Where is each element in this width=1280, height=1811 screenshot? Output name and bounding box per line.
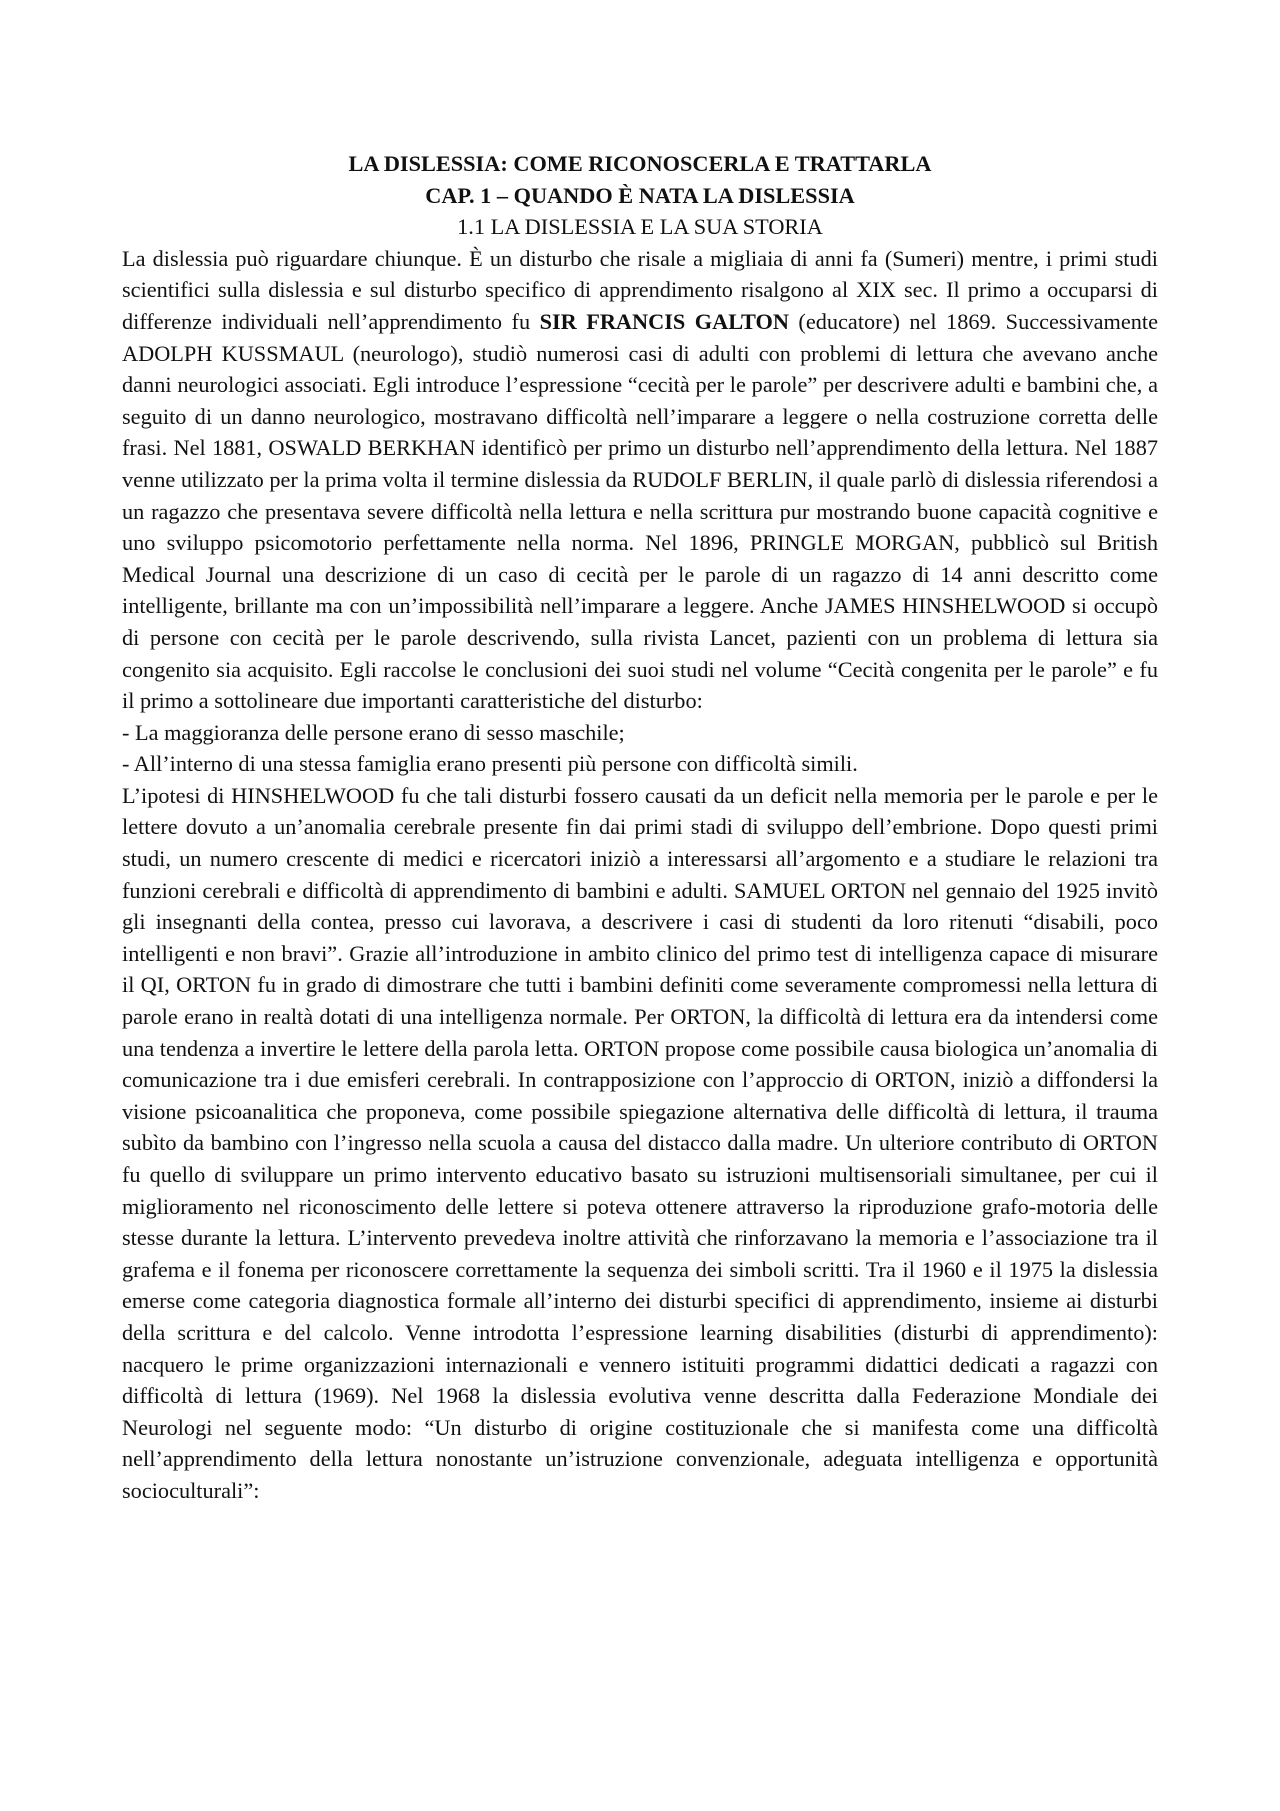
section-heading: 1.1 LA DISLESSIA E LA SUA STORIA bbox=[457, 214, 823, 240]
document-page bbox=[122, 148, 1158, 1507]
emphasized-name: SIR FRANCIS GALTON bbox=[539, 308, 789, 334]
list-item: - La maggioranza delle persone erano di sesso maschile; bbox=[122, 719, 625, 745]
chapter-heading: CAP. 1 – QUANDO È NATA LA DISLESSIA bbox=[425, 182, 855, 208]
paragraph-text: La dislessia può riguardare chiunque. È un disturbo che risale a migliaia di anni fa (Sumeri) mentre, i primi studi scientifici sulla dislessia e sul disturbo specifico di apprendimento risalgono al XIX sec. Il primo a occuparsi di differenze individuali nell’apprendimento fu bbox=[122, 245, 1158, 334]
paragraph-text: (educatore) nel 1869. Successivamente ADOLPH KUSSMAUL (neurologo), studiò numerosi casi di adulti con problemi di lettura che avevano anche danni neurologici associati. Egli introduce l’espressione “cecità per le parole” per descrivere adulti e bambini che, a seguito di un danno neurologico, mostravano difficoltà nell’imparare a leggere o nella costruzione corretta delle frasi. Nel 1881, OSWALD BERKHAN identificò per primo un disturbo nell’apprendimento della lettura. Nel 1887 venne utilizzato per la prima volta il termine dislessia da RUDOLF BERLIN, il quale parlò di dislessia riferendosi a un ragazzo che presentava severe difficoltà nella lettura e nella scrittura pur mostrando buone capacità cognitive e uno sviluppo psicomotorio perfettamente nella norma. Nel 1896, PRINGLE MORGAN, pubblicò sul British Medical Journal una descrizione di un caso di cecità per le parole di un ragazzo di 14 anni descritto come intelligente, brillante ma con un’impossibilità nell’imparare a leggere. Anche JAMES HINSHELWOOD si occupò di persone con cecità per le parole descrivendo, sulla rivista Lancet, pazienti con un problema di lettura sia congenito sia acquisito. Egli raccolse le conclusioni dei suoi studi nel volume “Cecità congenita per le parole” e fu il primo a sottolineare due importanti caratteristiche del disturbo: bbox=[122, 308, 1158, 714]
document-title: LA DISLESSIA: COME RICONOSCERLA E TRATTARLA bbox=[348, 151, 932, 176]
list-item: - All’interno di una stessa famiglia erano presenti più persone con difficoltà simili. bbox=[122, 751, 858, 777]
paragraph-orton: L’ipotesi di HINSHELWOOD fu che tali disturbi fossero causati da un deficit nella memoria per le parole e per le lettere dovuto a un’anomalia cerebrale presente fin dai primi stadi di sviluppo dell’embrione. Dopo questi primi studi, un numero crescente di medici e ricercatori iniziò a interessarsi all’argomento e a studiare le relazioni tra funzioni cerebrali e difficoltà di apprendimento di bambini e adulti. SAMUEL ORTON nel gennaio del 1925 invitò gli insegnanti della contea, presso cui lavorava, a descrivere i casi di studenti da loro ritenuti “disabili, poco intelligenti e non bravi”. Grazie all’introduzione in ambito clinico del primo test di intelligenza capace di misurare il QI, ORTON fu in grado di dimostrare che tutti i bambini definiti come severamente compromessi nella lettura di parole erano in realtà dotati di una intelligenza normale. Per ORTON, la difficoltà di lettura era da intendersi come una tendenza a invertire le lettere della parola letta. ORTON propose come possibile causa biologica un’anomalia di comunicazione tra i due emisferi cerebrali. In contrapposizione con l’approccio di ORTON, iniziò a diffondersi la visione psicoanalitica che proponeva, come possibile spiegazione alternativa delle difficoltà di lettura, il trauma subìto da bambino con l’ingresso nella scuola a causa del distacco dalla madre. Un ulteriore contributo di ORTON fu quello di sviluppare un primo intervento educativo basato su istruzioni multisensoriali simultanee, per cui il miglioramento nel riconoscimento delle lettere si poteva ottenere attraverso la riproduzione grafo-motoria delle stesse durante la lettura. L’intervento prevedeva inoltre attività che rinforzavano la memoria e l’associazione tra il grafema e il fonema per riconoscere correttamente la sequenza dei simboli scritti. Tra il 1960 e il 1975 la dislessia emerse come categoria diagnostica formale all’interno dei disturbi specifici di apprendimento, insieme ai disturbi della scrittura e del calcolo. Venne introdotta l’espressione learning disabilities (disturbi di apprendimento): nacquero le prime organizzazioni internazionali e vennero istituiti programmi didattici dedicati a ragazzi con difficoltà di lettura (1969). Nel 1968 la dislessia evolutiva venne descritta dalla Federazione Mondiale dei Neurologi nel seguente modo: “Un disturbo di origine costituzionale che si manifesta come una difficoltà nell’apprendimento della lettura nonostante un’istruzione convenzionale, adeguata intelligenza e opportunità socioculturali”: bbox=[122, 782, 1158, 1503]
paragraph-history bbox=[122, 243, 1158, 717]
